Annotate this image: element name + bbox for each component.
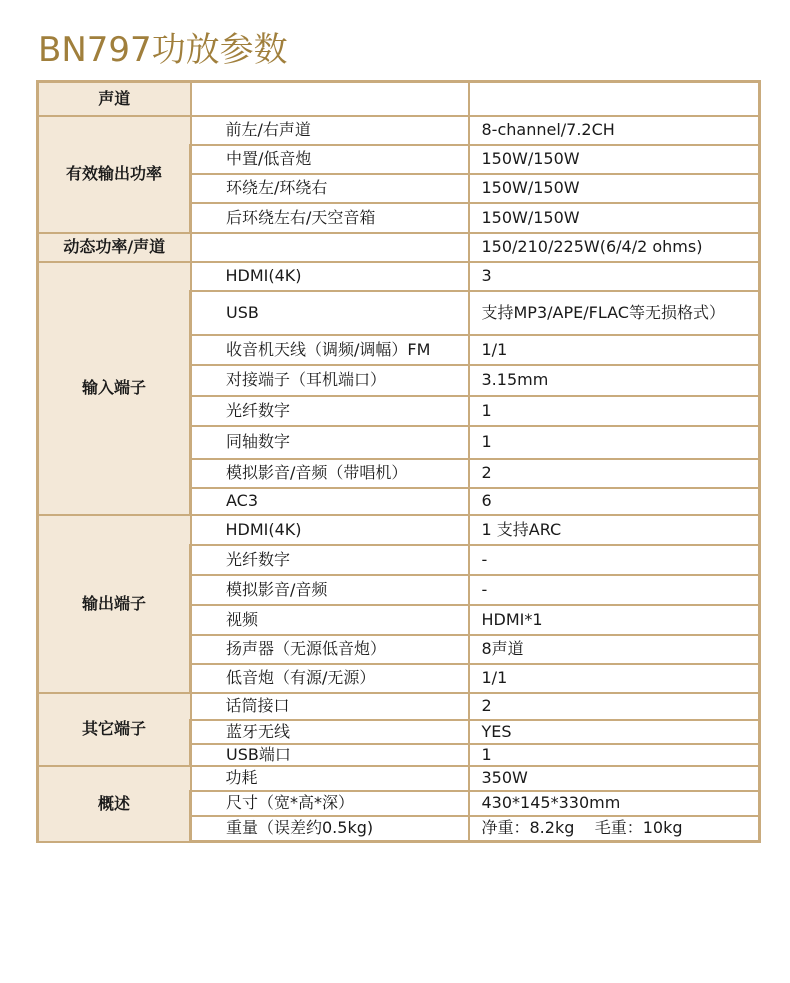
value-cell: 2 — [469, 693, 760, 720]
category-cell: 有效输出功率 — [38, 116, 191, 233]
item-cell: 对接端子（耳机端口） — [191, 365, 469, 396]
value-cell: 1/1 — [469, 335, 760, 365]
value-cell: 150W/150W — [469, 145, 760, 174]
category-cell: 概述 — [38, 766, 191, 842]
item-cell: HDMI(4K) — [191, 262, 469, 291]
spec-table — [36, 80, 761, 843]
value-cell: 1 — [469, 396, 760, 426]
value-cell: 1 — [469, 744, 760, 766]
item-cell: 尺寸（宽*高*深） — [191, 791, 469, 816]
value-cell: - — [469, 545, 760, 575]
item-cell: 光纤数字 — [191, 396, 469, 426]
item-cell: HDMI(4K) — [191, 515, 469, 545]
value-cell: 430*145*330mm — [469, 791, 760, 816]
item-cell: 低音炮（有源/无源） — [191, 664, 469, 693]
value-cell: 8声道 — [469, 635, 760, 664]
value-cell: 350W — [469, 766, 760, 791]
table-row — [38, 233, 760, 262]
value-cell: 3 — [469, 262, 760, 291]
item-cell: 扬声器（无源低音炮） — [191, 635, 469, 664]
item-cell: 环绕左/环绕右 — [191, 174, 469, 203]
item-cell: 模拟影音/音频 — [191, 575, 469, 605]
item-cell: 视频 — [191, 605, 469, 635]
value-cell: 8-channel/7.2CH — [469, 116, 760, 145]
item-cell — [191, 82, 469, 116]
value-cell: 支持MP3/APE/FLAC等无损格式） — [469, 291, 760, 335]
value-cell: 1/1 — [469, 664, 760, 693]
table-row — [38, 116, 760, 145]
value-cell: 净重：8.2kg 毛重：10kg — [469, 816, 760, 842]
value-cell: 150/210/225W(6/4/2 ohms) — [469, 233, 760, 262]
value-cell: 2 — [469, 459, 760, 488]
item-cell: USB — [191, 291, 469, 335]
value-cell: 150W/150W — [469, 203, 760, 233]
value-cell: 150W/150W — [469, 174, 760, 203]
item-cell: 前左/右声道 — [191, 116, 469, 145]
item-cell: 重量（误差约0.5kg) — [191, 816, 469, 842]
category-cell: 其它端子 — [38, 693, 191, 766]
table-row — [38, 693, 760, 720]
value-cell: YES — [469, 720, 760, 744]
spec-table-wrapper — [36, 80, 758, 843]
item-cell — [191, 233, 469, 262]
page-title: BN797功放参数 — [38, 30, 288, 70]
category-cell: 动态功率/声道 — [38, 233, 191, 262]
value-cell: 1 — [469, 426, 760, 459]
item-cell: 同轴数字 — [191, 426, 469, 459]
table-row — [38, 766, 760, 791]
spec-table-body — [38, 82, 760, 842]
item-cell: 后环绕左右/天空音箱 — [191, 203, 469, 233]
value-cell: 3.15mm — [469, 365, 760, 396]
table-row — [38, 82, 760, 116]
category-cell: 输出端子 — [38, 515, 191, 693]
value-cell: HDMI*1 — [469, 605, 760, 635]
value-cell: 1 支持ARC — [469, 515, 760, 545]
item-cell: 收音机天线（调频/调幅）FM — [191, 335, 469, 365]
item-cell: 蓝牙无线 — [191, 720, 469, 744]
value-cell: - — [469, 575, 760, 605]
item-cell: 话筒接口 — [191, 693, 469, 720]
value-cell: 6 — [469, 488, 760, 515]
item-cell: AC3 — [191, 488, 469, 515]
item-cell: USB端口 — [191, 744, 469, 766]
item-cell: 模拟影音/音频（带唱机） — [191, 459, 469, 488]
category-cell: 输入端子 — [38, 262, 191, 515]
item-cell: 光纤数字 — [191, 545, 469, 575]
item-cell: 中置/低音炮 — [191, 145, 469, 174]
value-cell — [469, 82, 760, 116]
category-cell: 声道 — [38, 82, 191, 116]
item-cell: 功耗 — [191, 766, 469, 791]
table-row — [38, 515, 760, 545]
table-row — [38, 262, 760, 291]
